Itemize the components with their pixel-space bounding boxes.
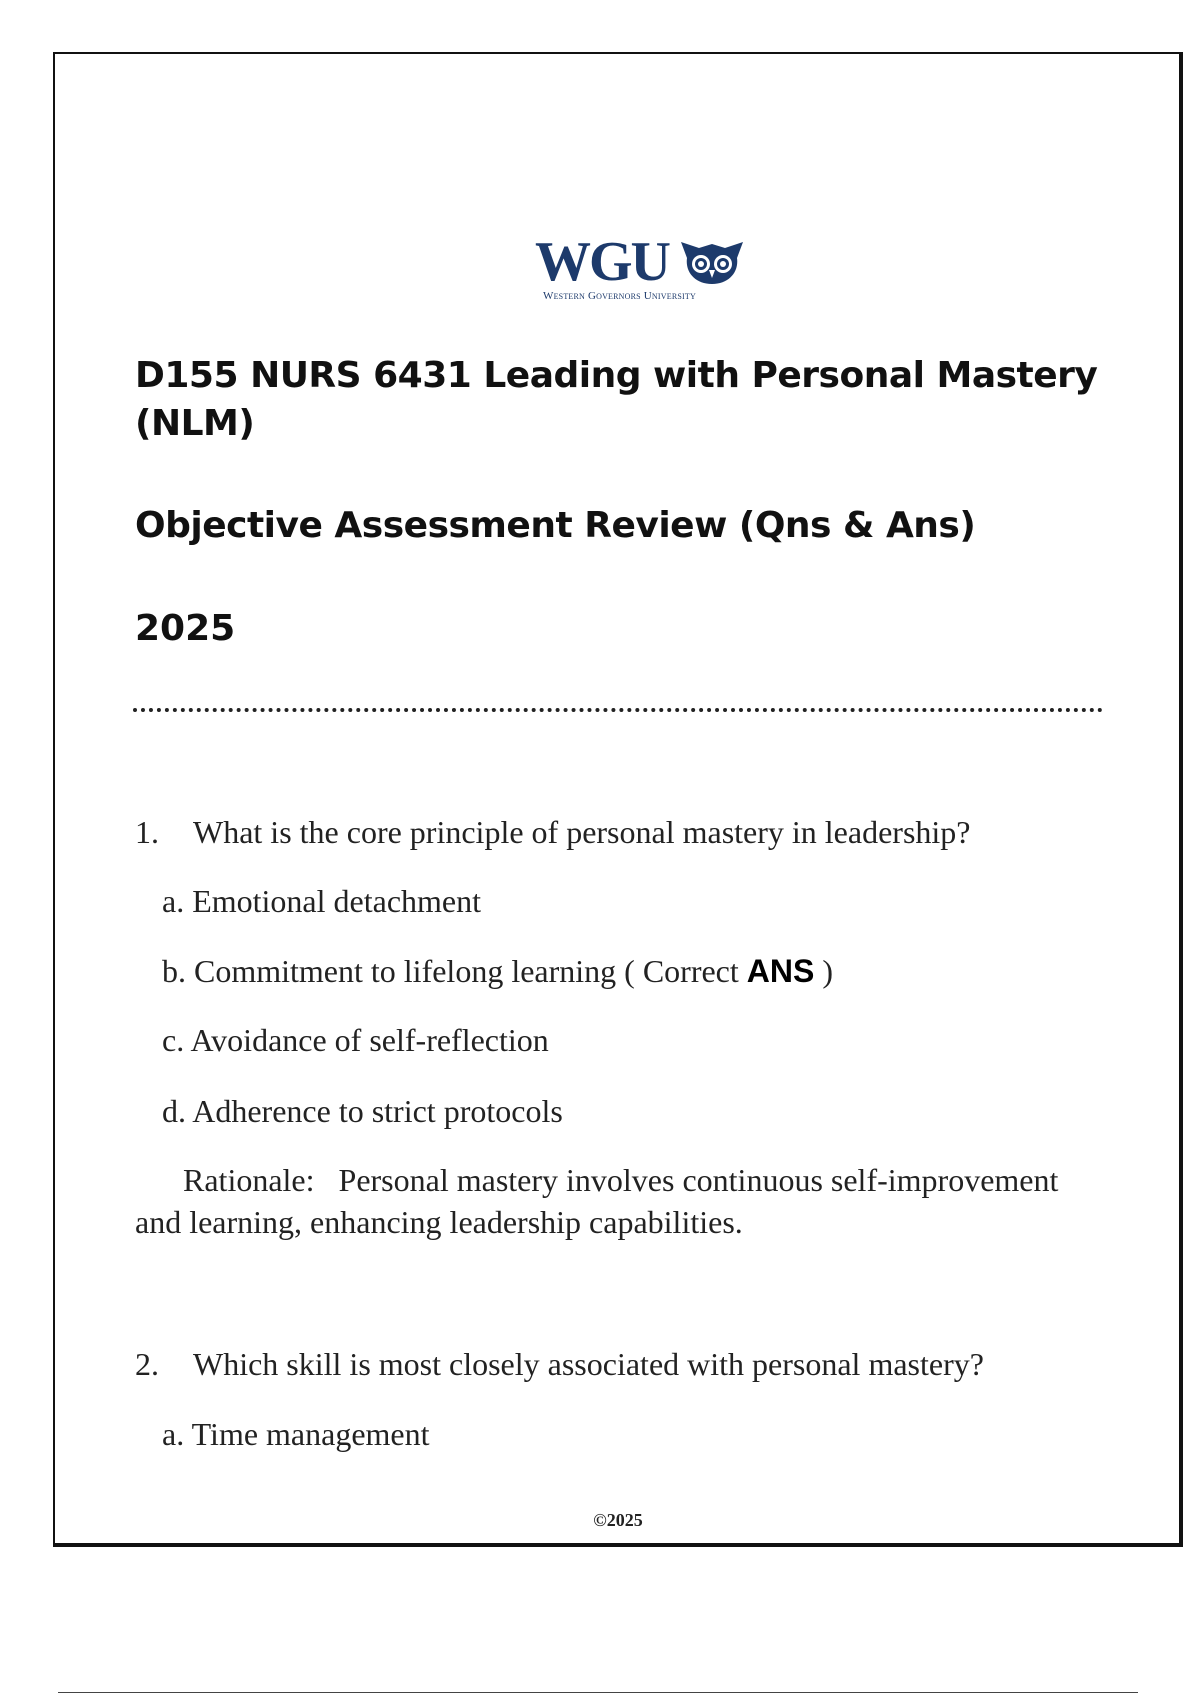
logo-wordmark: WGU	[535, 231, 669, 293]
question-number: 1.	[135, 814, 159, 850]
dotted-divider	[133, 708, 1103, 712]
question-2	[135, 1343, 984, 1385]
correct-answer-tag: ANS	[746, 953, 815, 989]
question-number: 2.	[135, 1346, 159, 1382]
document-title: D155 NURS 6431 Leading with Personal Mastery (NLM)	[135, 355, 1098, 444]
rationale-text: Personal mastery involves continuous self-improvement and learning, enhancing leadership capabilities.	[135, 1162, 1059, 1240]
rationale-1	[135, 1159, 1095, 1243]
logo-subtitle: Western Governors University	[543, 290, 696, 302]
option-1d: d. Adherence to strict protocols	[162, 1093, 563, 1129]
wgu-logo	[535, 231, 745, 302]
owl-icon	[679, 238, 745, 286]
option-2a: a. Time management	[162, 1416, 430, 1452]
question-text: What is the core principle of personal mastery in leadership?	[193, 814, 971, 850]
option-1a: a. Emotional detachment	[162, 883, 481, 919]
correct-open: ( Correct	[624, 953, 747, 989]
document-subtitle: Objective Assessment Review (Qns & Ans)	[135, 505, 976, 546]
option-text: b. Commitment to lifelong learning	[162, 953, 617, 989]
option-1c: c. Avoidance of self-reflection	[162, 1022, 549, 1058]
option-1b	[162, 950, 833, 992]
rationale-label: Rationale:	[183, 1162, 315, 1198]
question-text: Which skill is most closely associated with personal mastery?	[193, 1346, 984, 1382]
copyright-footer: ©2025	[593, 1510, 643, 1530]
correct-close: )	[814, 953, 833, 989]
document-year: 2025	[135, 608, 236, 649]
bottom-rule	[58, 1692, 1138, 1693]
question-1	[135, 811, 970, 853]
